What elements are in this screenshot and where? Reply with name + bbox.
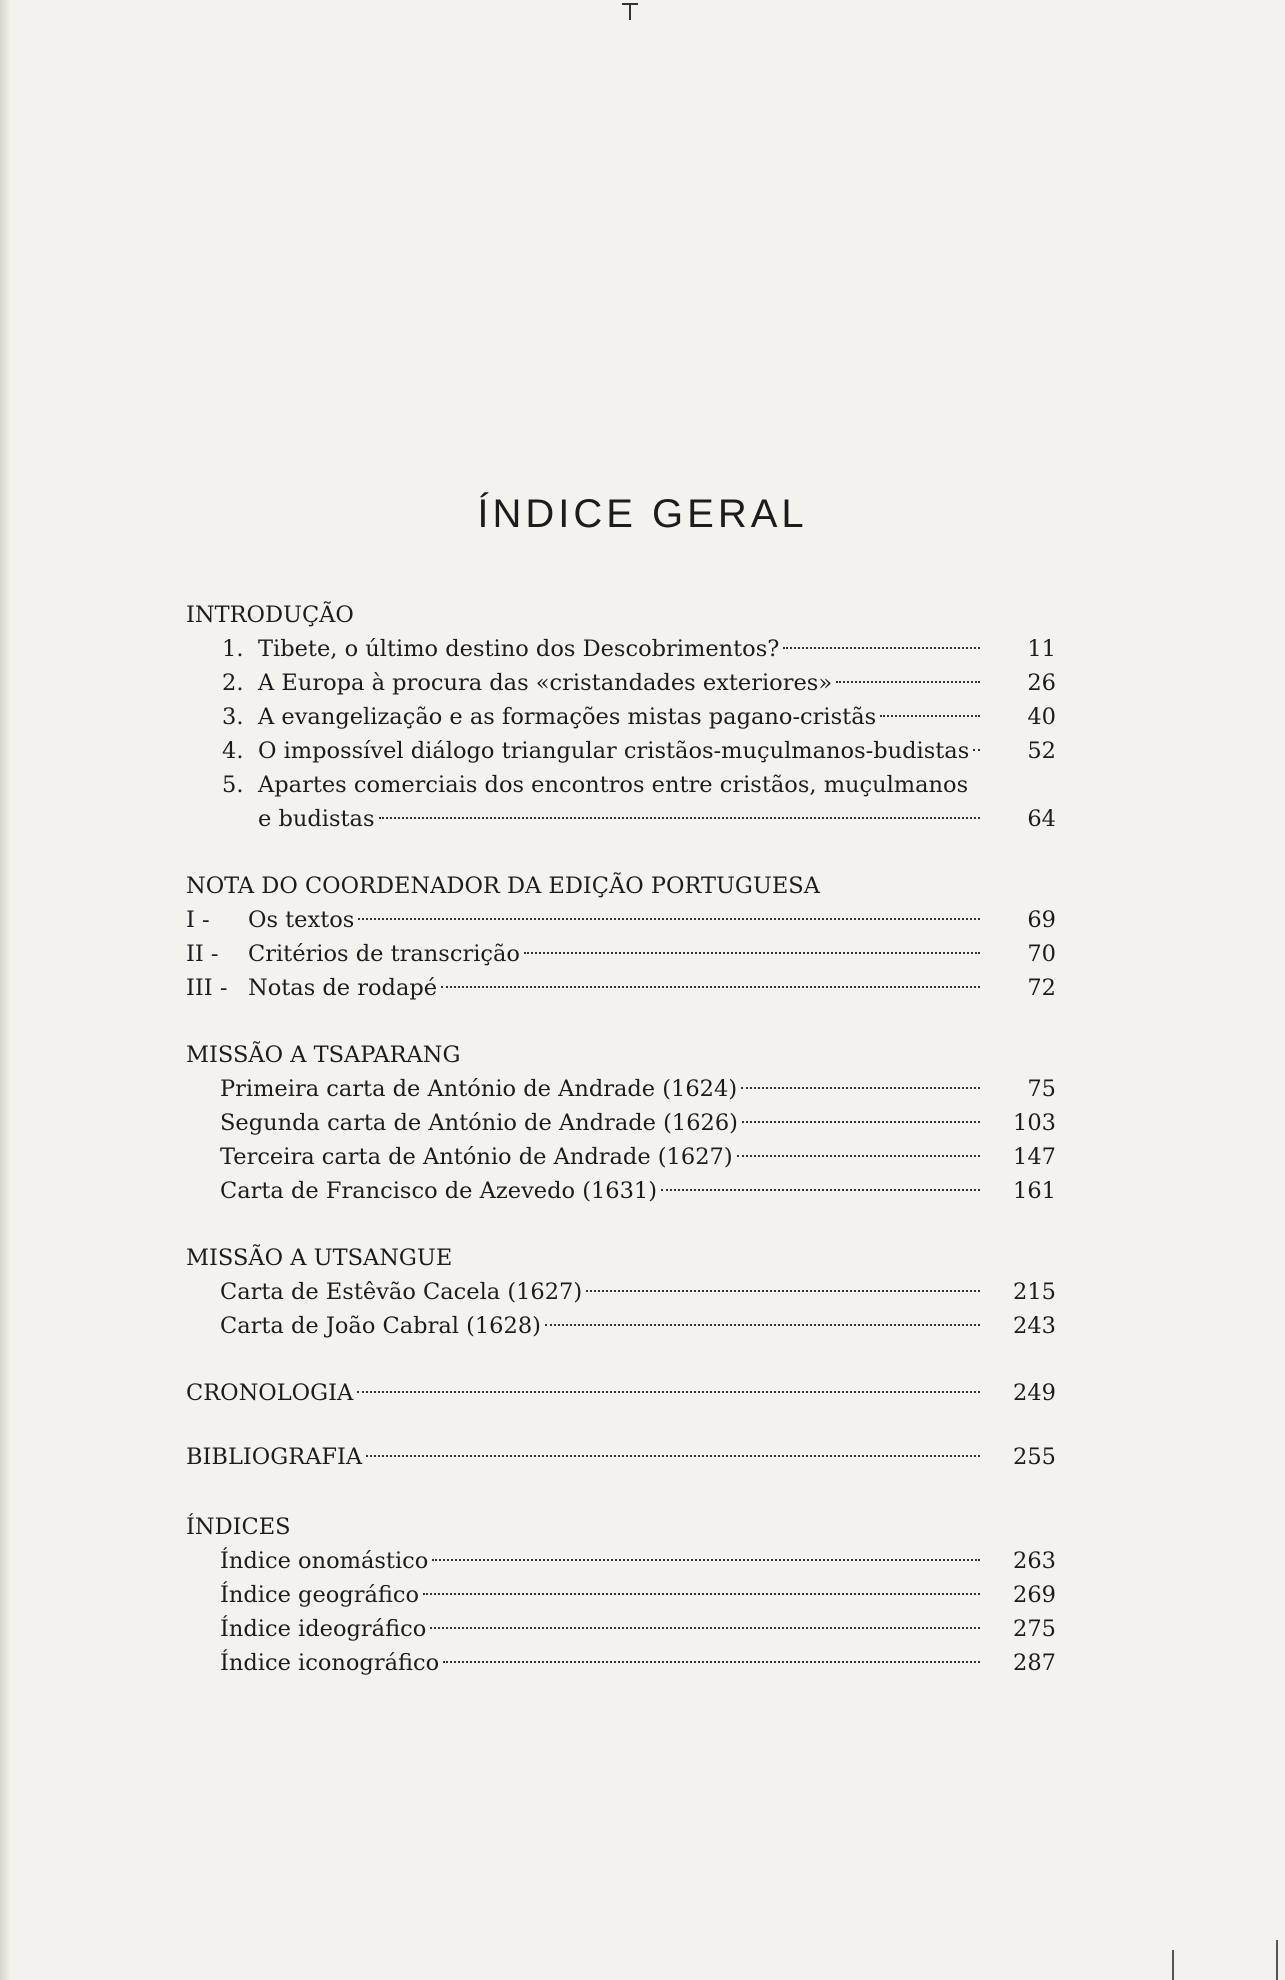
section-indices [186,1510,1056,1680]
dot-leader [545,1324,980,1326]
toc-entry[interactable] [186,1578,1056,1612]
entry-page: 215 [1013,1279,1056,1305]
entry-title: BIBLIOGRAFIA [186,1444,363,1470]
entry-page: 249 [1013,1380,1056,1406]
entry-title: Apartes comerciais dos encontros entre cristãos, muçulmanos [258,772,969,798]
toc-entry[interactable] [186,666,1056,700]
toc-entry[interactable] [186,1140,1056,1174]
entry-title: Primeira carta de António de Andrade (1624) [220,1076,738,1102]
entry-page: 52 [1027,738,1056,764]
entry-page: 72 [1027,975,1056,1001]
entry-page: 69 [1027,907,1056,933]
toc-entry[interactable] [186,937,1056,971]
entry-page: 269 [1013,1582,1056,1608]
toc-entry[interactable] [186,1612,1056,1646]
bottom-pen-marks [1165,1940,1285,1980]
entry-title: A evangelização e as formações mistas pagano-cristãs [258,704,877,730]
section-missao-tsaparang [186,1038,1056,1208]
entry-page: 11 [1027,636,1056,662]
entry-title: Índice ideográfico [220,1616,427,1642]
entry-title: Carta de Francisco de Azevedo (1631) [220,1178,658,1204]
section-introducao [186,598,1056,836]
page-edge-shadow [0,0,10,1980]
entry-number: 5. [222,772,244,798]
entry-page: 243 [1013,1313,1056,1339]
toc-entry[interactable] [186,734,1056,768]
dot-leader [357,1391,980,1393]
dot-leader [586,1290,980,1292]
entry-number: 2. [222,670,244,696]
toc-entry[interactable] [186,1072,1056,1106]
entry-title: A Europa à procura das «cristandades exteriores» [258,670,833,696]
toc-entry[interactable] [186,903,1056,937]
section-heading: INTRODUÇÃO [186,602,354,628]
entry-page: 70 [1027,941,1056,967]
entry-title: O impossível diálogo triangular cristãos-muçulmanos-budistas [258,738,970,764]
entry-number: 3. [222,704,244,730]
section-heading: MISSÃO A UTSANGUE [186,1245,453,1271]
toc-entry[interactable] [186,1440,1056,1474]
entry-number: I - [186,907,210,933]
entry-number: II - [186,941,219,967]
toc-entry[interactable] [186,1275,1056,1309]
toc-entry[interactable] [186,632,1056,666]
entry-page: 255 [1013,1444,1056,1470]
dot-leader [742,1121,980,1123]
entry-page: 40 [1027,704,1056,730]
toc-entry[interactable] [186,1376,1056,1410]
section-heading: NOTA DO COORDENADOR DA EDIÇÃO PORTUGUESA [186,873,820,899]
dot-leader [366,1455,980,1457]
section-heading: MISSÃO A TSAPARANG [186,1042,461,1068]
entry-number: 1. [222,636,244,662]
dot-leader [836,681,980,683]
entry-number: 4. [222,738,244,764]
entry-page: 147 [1013,1144,1056,1170]
entry-title-continuation [258,802,1056,836]
dot-leader [524,952,980,954]
entry-title: Índice geográfico [220,1582,420,1608]
top-pen-mark [620,0,640,22]
entry-title: CRONOLOGIA [186,1380,354,1406]
table-of-contents [186,598,1056,1713]
entry-title: Índice onomástico [220,1548,429,1574]
dot-leader [441,986,980,988]
entry-title: Carta de João Cabral (1628) [220,1313,541,1339]
dot-leader [737,1155,980,1157]
entry-title: Terceira carta de António de Andrade (1627) [220,1144,733,1170]
dot-leader [423,1593,980,1595]
dot-leader [432,1559,980,1561]
section-nota-coordenador [186,869,1056,1005]
section-missao-utsangue [186,1241,1056,1343]
dot-leader [880,715,980,717]
entry-page: 75 [1027,1076,1056,1102]
toc-entry[interactable] [186,1646,1056,1680]
entry-page: 161 [1013,1178,1056,1204]
toc-entry[interactable] [186,1544,1056,1578]
entry-page: 103 [1013,1110,1056,1136]
section-heading: ÍNDICES [186,1514,291,1540]
toc-entry[interactable] [186,768,1056,836]
toc-entry[interactable] [186,971,1056,1005]
toc-entry[interactable] [186,1174,1056,1208]
dot-leader [661,1189,980,1191]
toc-entry[interactable] [186,1309,1056,1343]
entry-title: Critérios de transcrição [248,941,520,967]
entry-page: 287 [1013,1650,1056,1676]
entry-title: Índice iconográfico [220,1650,440,1676]
dot-leader [430,1627,980,1629]
dot-leader [973,749,980,751]
dot-leader [741,1087,980,1089]
dot-leader [443,1661,980,1663]
page-title: ÍNDICE GERAL [477,492,808,536]
dot-leader [783,647,980,649]
toc-entry[interactable] [186,700,1056,734]
entry-title: Tibete, o último destino dos Descobrimentos? [258,636,780,662]
section-bibliografia [186,1440,1056,1474]
entry-page: 263 [1013,1548,1056,1574]
entry-page: 275 [1013,1616,1056,1642]
entry-number: III - [186,975,228,1001]
entry-title: Os textos [248,907,355,933]
entry-title: Segunda carta de António de Andrade (1626) [220,1110,738,1136]
entry-page: 26 [1027,670,1056,696]
section-cronologia [186,1376,1056,1410]
dot-leader [358,918,980,920]
toc-entry[interactable] [186,1106,1056,1140]
entry-title: Carta de Estêvão Cacela (1627) [220,1279,583,1305]
entry-title: Notas de rodapé [248,975,438,1001]
entry-page: 64 [1027,806,1056,832]
entry-wrapped-title [258,768,1056,836]
entry-title-line2: e budistas [258,806,375,832]
dot-leader [379,817,980,819]
